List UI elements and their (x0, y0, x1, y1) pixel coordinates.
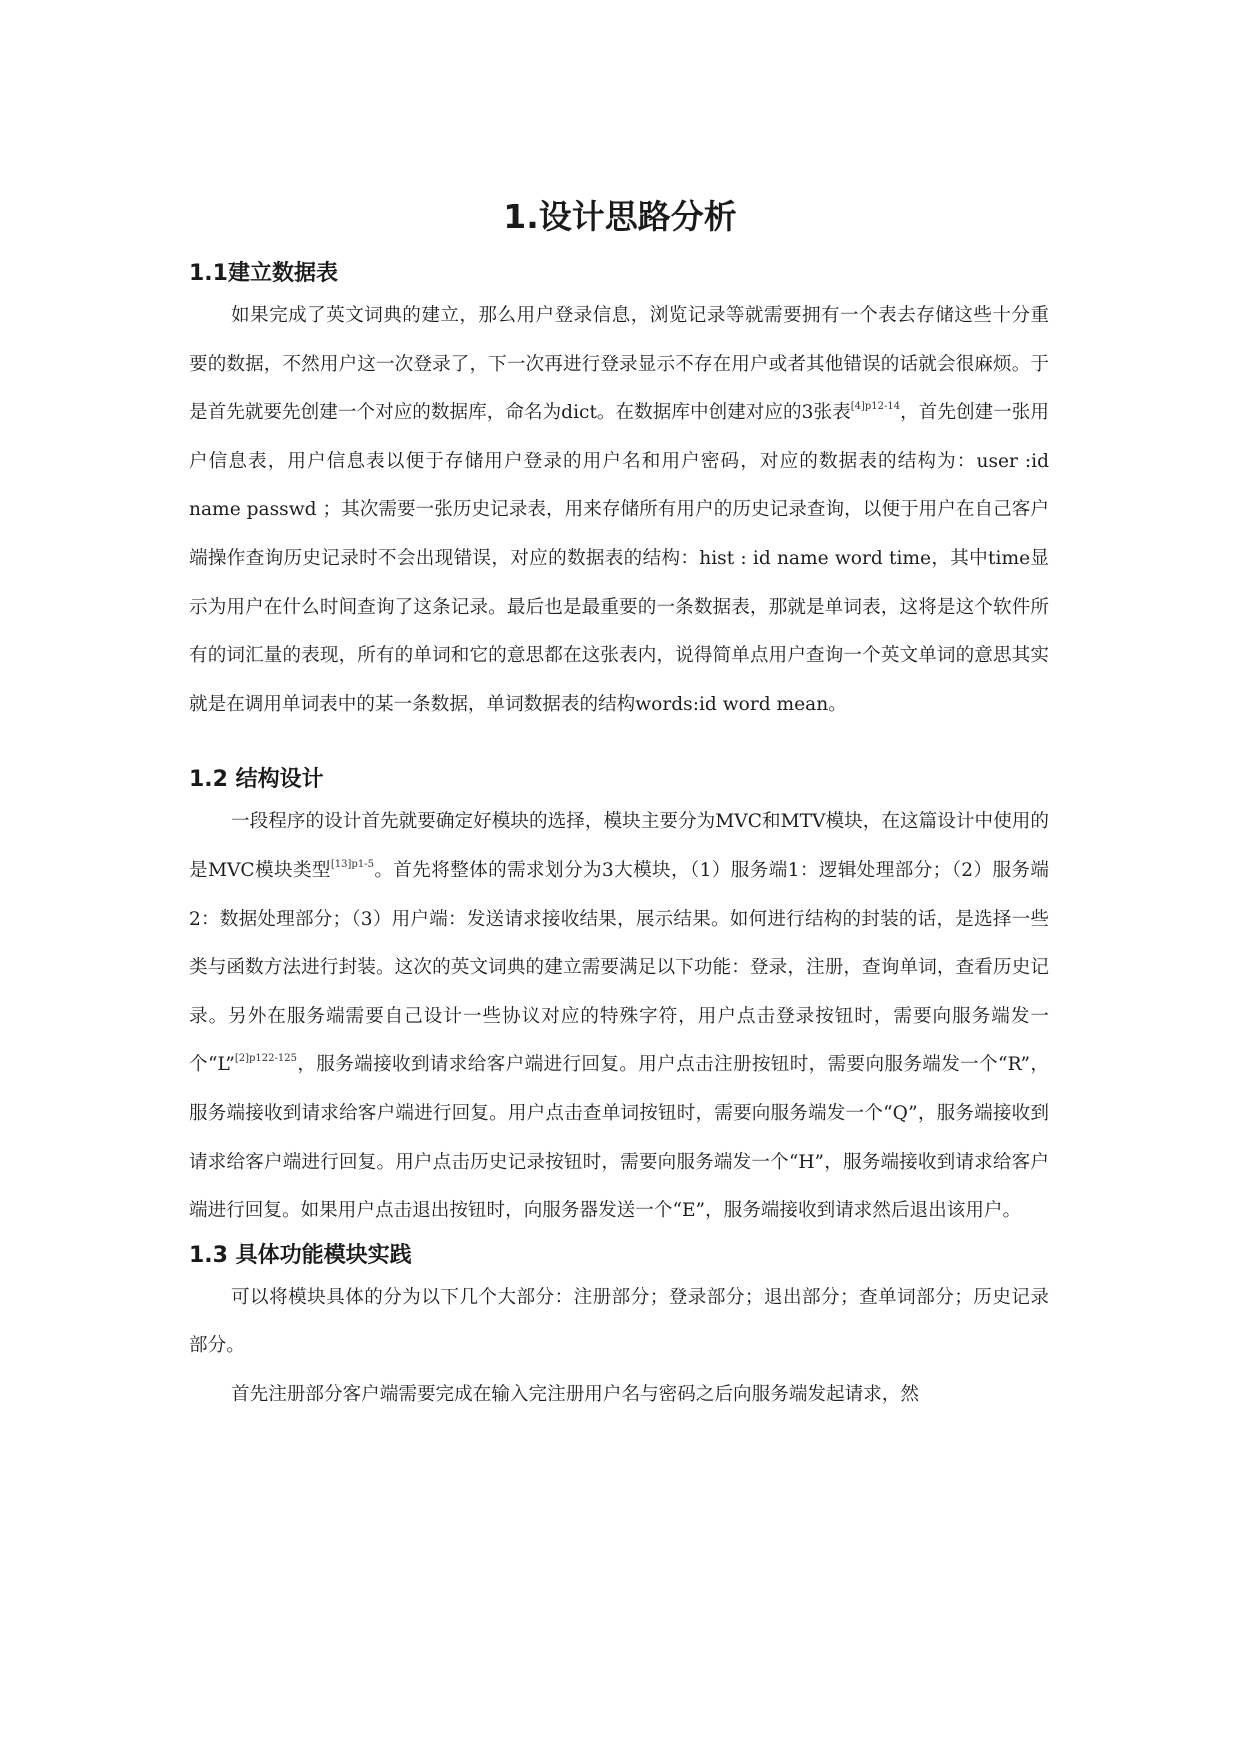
section-heading: 1.3 具体功能模块实践 (189, 1242, 412, 1268)
paragraph-text: 如果完成了英文词典的建立，那么用户登录信息，浏览记录等就需要拥有一个表去存储这些十分重要的数据，不然用户这一次登录了，下一次再进行登录显示不存在用户或者其他错误的话就会很麻烦。于是首先就要先创建一个对应的数据库，命名为dict。在数据库中创建对应的3张表 (189, 305, 1049, 424)
citation-ref: [4]p12-14 (850, 401, 901, 413)
paragraph-text: 。首先将整体的需求划分为3大模块，（1）服务端1：逻辑处理部分；（2）服务端2：数据处理部分；（3）用户端：发送请求接收结果，展示结果。如何进行结构的封装的话，是选择一些类与函数方法进行封装。这次的英文词典的建立需要满足以下功能：登录，注册，查询单词，查看历史记录。另外在服务端需要自己设计一些协议对应的特殊字符，用户点击登录按钮时，需要向服务端发一个“L” (189, 859, 1049, 1076)
paragraph (189, 798, 1049, 1235)
section-1-2 (189, 762, 1049, 1235)
paragraph (189, 1371, 1049, 1420)
section-heading: 1.2 结构设计 (189, 767, 324, 793)
citation-ref: [2]p122-125 (234, 1053, 297, 1065)
document-body (189, 256, 1049, 1419)
paragraph-text: 一段程序的设计首先就要确定好模块的选择，模块主要分为MVC和MTV模块，在这篇设计中使用的是MVC模块类型 (189, 811, 1049, 881)
section-1-3 (189, 1238, 1049, 1420)
paragraph (189, 1274, 1049, 1371)
citation-ref: [13]p1-5 (330, 858, 374, 870)
section-heading: 1.1建立数据表 (189, 261, 338, 286)
paragraph-text: ，服务端接收到请求给客户端进行回复。用户点击注册按钮时，需要向服务端发一个“R”，服务端接收到请求给客户端进行回复。用户点击查单词按钮时，需要向服务端发一个“Q”，服务端接收到请求给客户端进行回复。用户点击历史记录按钮时，需要向服务端发一个“H”，服务端接收到请求给客户端进行回复。如果用户点击退出按钮时，向服务器发送一个“E”，服务端接收到请求然后退出该用户。 (189, 1054, 1049, 1222)
paragraph-text: ，首先创建一张用户信息表，用户信息表以便于存储用户登录的用户名和用户密码，对应的数据表的结构为：user :id name passwd ；其次需要一张历史记录表，用来存储所有用户的历史记录查询，以便于用户在自己客户端操作查询历史记录时不会出现错误，对应的数据表的结构：hist : id name word time，其中time显示为用户在什么时间查询了这条记录。最后也是最重要的一条数据表，那就是单词表，这将是这个软件所有的词汇量的表现，所有的单词和它的意思都在这张表内，说得简单点用户查询一个英文单词的意思其实就是在调用单词表中的某一条数据，单词数据表的结构words:id word mean。 (189, 402, 1049, 715)
paragraph-text: 首先注册部分客户端需要完成在输入完注册用户名与密码之后向服务端发起请求，然 (231, 1383, 919, 1405)
section-1-1 (189, 256, 1049, 729)
paragraph-text: 可以将模块具体的分为以下几个大部分：注册部分；登录部分；退出部分；查单词部分；历史记录部分。 (189, 1286, 1049, 1357)
paragraph (189, 292, 1049, 729)
document-title: 1.设计思路分析 (503, 197, 737, 237)
